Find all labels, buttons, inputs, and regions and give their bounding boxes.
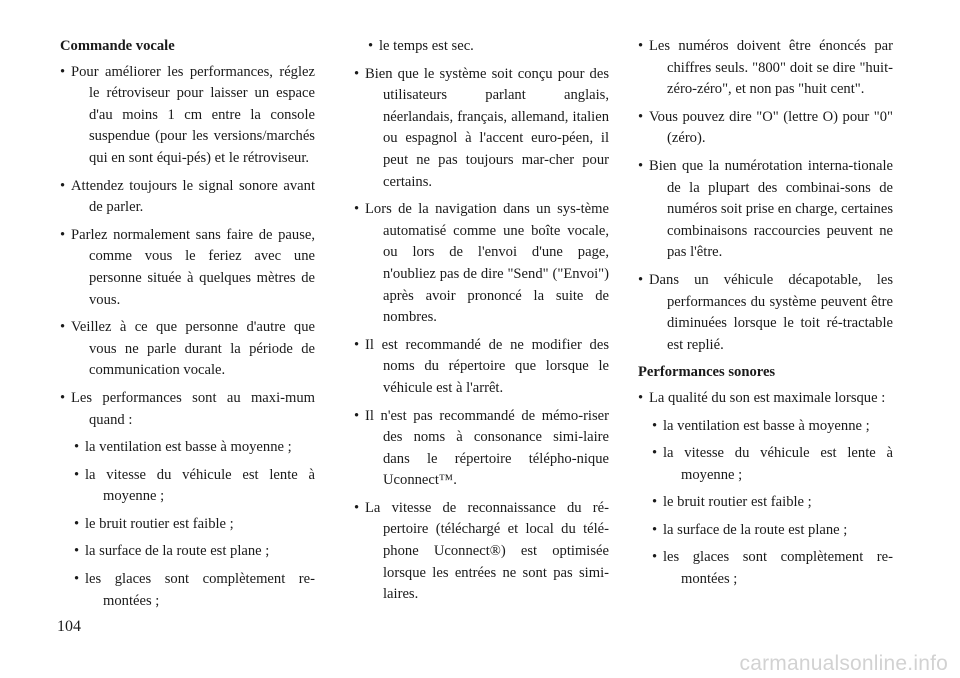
list-item-text: Attendez toujours le signal sonore avant de parler. [71,177,315,216]
bullet-icon: • [638,38,644,54]
list-item-text: les glaces sont complètement re-montées ; [85,571,315,609]
sub-list-item [74,437,315,459]
list-item [354,64,609,194]
bullet-icon: • [354,65,360,82]
bullet-icon: • [60,319,66,336]
bullet-icon: • [60,389,66,406]
list-item-text: Dans un véhicule décapotable, les performances du système peuvent être diminuées lorsque le toit ré-tractable est replié. [649,271,893,353]
bullet-icon: • [652,549,658,566]
list-item-text: Vous pouvez dire "O" (lettre O) pour "0" (zéro). [649,108,893,147]
bullet-icon: • [638,271,644,288]
column-right [638,36,893,597]
bullet-icon: • [354,336,360,353]
list-item [60,62,315,170]
watermark[interactable]: carmanualsonline.info [739,652,948,675]
sub-list-item [74,465,315,508]
list-item [638,156,893,264]
bullet-icon: • [652,494,658,511]
bullet-icon: • [652,521,658,538]
list-item [60,388,315,431]
bullet-icon: • [354,499,360,516]
bullet-icon: • [74,439,80,456]
bullet-list [354,36,609,606]
sub-list-item [652,520,893,542]
sub-list-item [652,492,893,514]
bullet-icon: • [354,407,360,424]
section-heading-sound-performance: Performances sonores [638,364,776,381]
list-item-text: Parlez normalement sans faire de pause, comme vous le feriez avec une personne située à quelques mètres de vous. [71,226,315,308]
list-item [354,498,609,606]
page-number: 104 [57,618,81,635]
list-item-text: la surface de la route est plane ; [85,543,270,560]
list-item [354,406,609,492]
bullet-icon: • [60,177,66,194]
section-heading-voice-command: Commande vocale [60,38,175,54]
list-item-text: Lors de la navigation dans un sys-tème automatisé comme une boîte vocale, ou lors de l'envoi d'une page, n'oubliez pas de dire "Send" ("Envoi") après avoir prononcé la suite de nombres. [365,201,609,326]
bullet-icon: • [354,201,360,218]
sub-list-item [74,569,315,612]
sub-list-item [74,514,315,536]
list-item-text: Bien que le système soit conçu pour des utilisateurs parlant anglais, néerlandais, français, allemand, italien ou espagnol à l'accent euro-péen, il peut ne pas toujours mar-cher pour certains. [365,65,609,190]
bullet-icon: • [74,466,80,483]
bullet-icon: • [60,63,66,80]
list-item-text: Pour améliorer les performances, réglez le rétroviseur pour laisser un espace d'au moins 1 cm entre la console suspendue (pour les versions/marchés qui en sont équi-pés) et le rétroviseur. [71,63,315,166]
bullet-icon: • [74,571,80,588]
list-item-text: le bruit routier est faible ; [85,515,234,532]
sub-list-item [74,541,315,563]
list-item-text: la ventilation est basse à moyenne ; [85,439,292,456]
sub-list-item [652,416,893,438]
bullet-icon: • [74,543,80,560]
list-item [638,270,893,356]
list-item [638,388,893,410]
bullet-icon: • [74,515,80,532]
list-item [354,335,609,400]
column-middle [354,36,609,612]
list-item-text: Les numéros doivent être énoncés par chiffres seuls. "800" doit se dire "huit-zéro-zéro", et non pas "huit cent". [649,38,893,98]
list-item-text: le temps est sec. [379,38,474,54]
list-item-text: les glaces sont complètement re-montées ; [663,549,893,588]
bullet-list [638,388,893,591]
bullet-list [638,36,893,356]
list-item [60,317,315,382]
sub-list-item [368,36,609,58]
list-item-text: Bien que la numérotation interna-tionale de la plupart des combinai-sons de numéros soit prise en charge, certaines combinaisons raccourcies peuvent ne pas l'être. [649,157,893,261]
list-item-text: le bruit routier est faible ; [663,494,812,511]
list-item-text: Veillez à ce que personne d'autre que vous ne parle durant la période de communication vocale. [71,319,315,379]
list-item [638,107,893,150]
column-left [60,36,315,618]
sub-list-item [652,443,893,486]
list-item-text: la vitesse du véhicule est lente à moyenne ; [663,445,893,483]
list-item-text: la vitesse du véhicule est lente à moyenne ; [85,466,315,505]
bullet-list [60,62,315,613]
list-item-text: la ventilation est basse à moyenne ; [663,417,870,434]
bullet-icon: • [368,38,374,54]
list-item [60,176,315,219]
list-item-text: La vitesse de reconnaissance du ré-pertoire (téléchargé et local du télé-phone Uconnect®) est optimisée lorsque les entrées ne sont pas simi-laires. [365,499,609,603]
bullet-icon: • [60,226,66,243]
list-item-text: Il est recommandé de ne modifier des noms du répertoire que lorsque le véhicule est à l'arrêt. [365,336,609,396]
bullet-icon: • [652,445,658,462]
list-item-text: La qualité du son est maximale lorsque : [649,389,886,406]
list-item [354,199,609,329]
bullet-icon: • [638,389,644,406]
list-item [638,36,893,101]
bullet-icon: • [638,108,644,125]
list-item [60,225,315,311]
list-item-text: Les performances sont au maxi-mum quand : [71,389,315,428]
list-item-text: Il n'est pas recommandé de mémo-riser des noms à consonance simi-laire dans le répertoire télépho-nique Uconnect™. [365,407,609,489]
bullet-icon: • [652,417,658,434]
list-item-text: la surface de la route est plane ; [663,521,848,538]
bullet-icon: • [638,157,644,174]
sub-list-item [652,547,893,590]
